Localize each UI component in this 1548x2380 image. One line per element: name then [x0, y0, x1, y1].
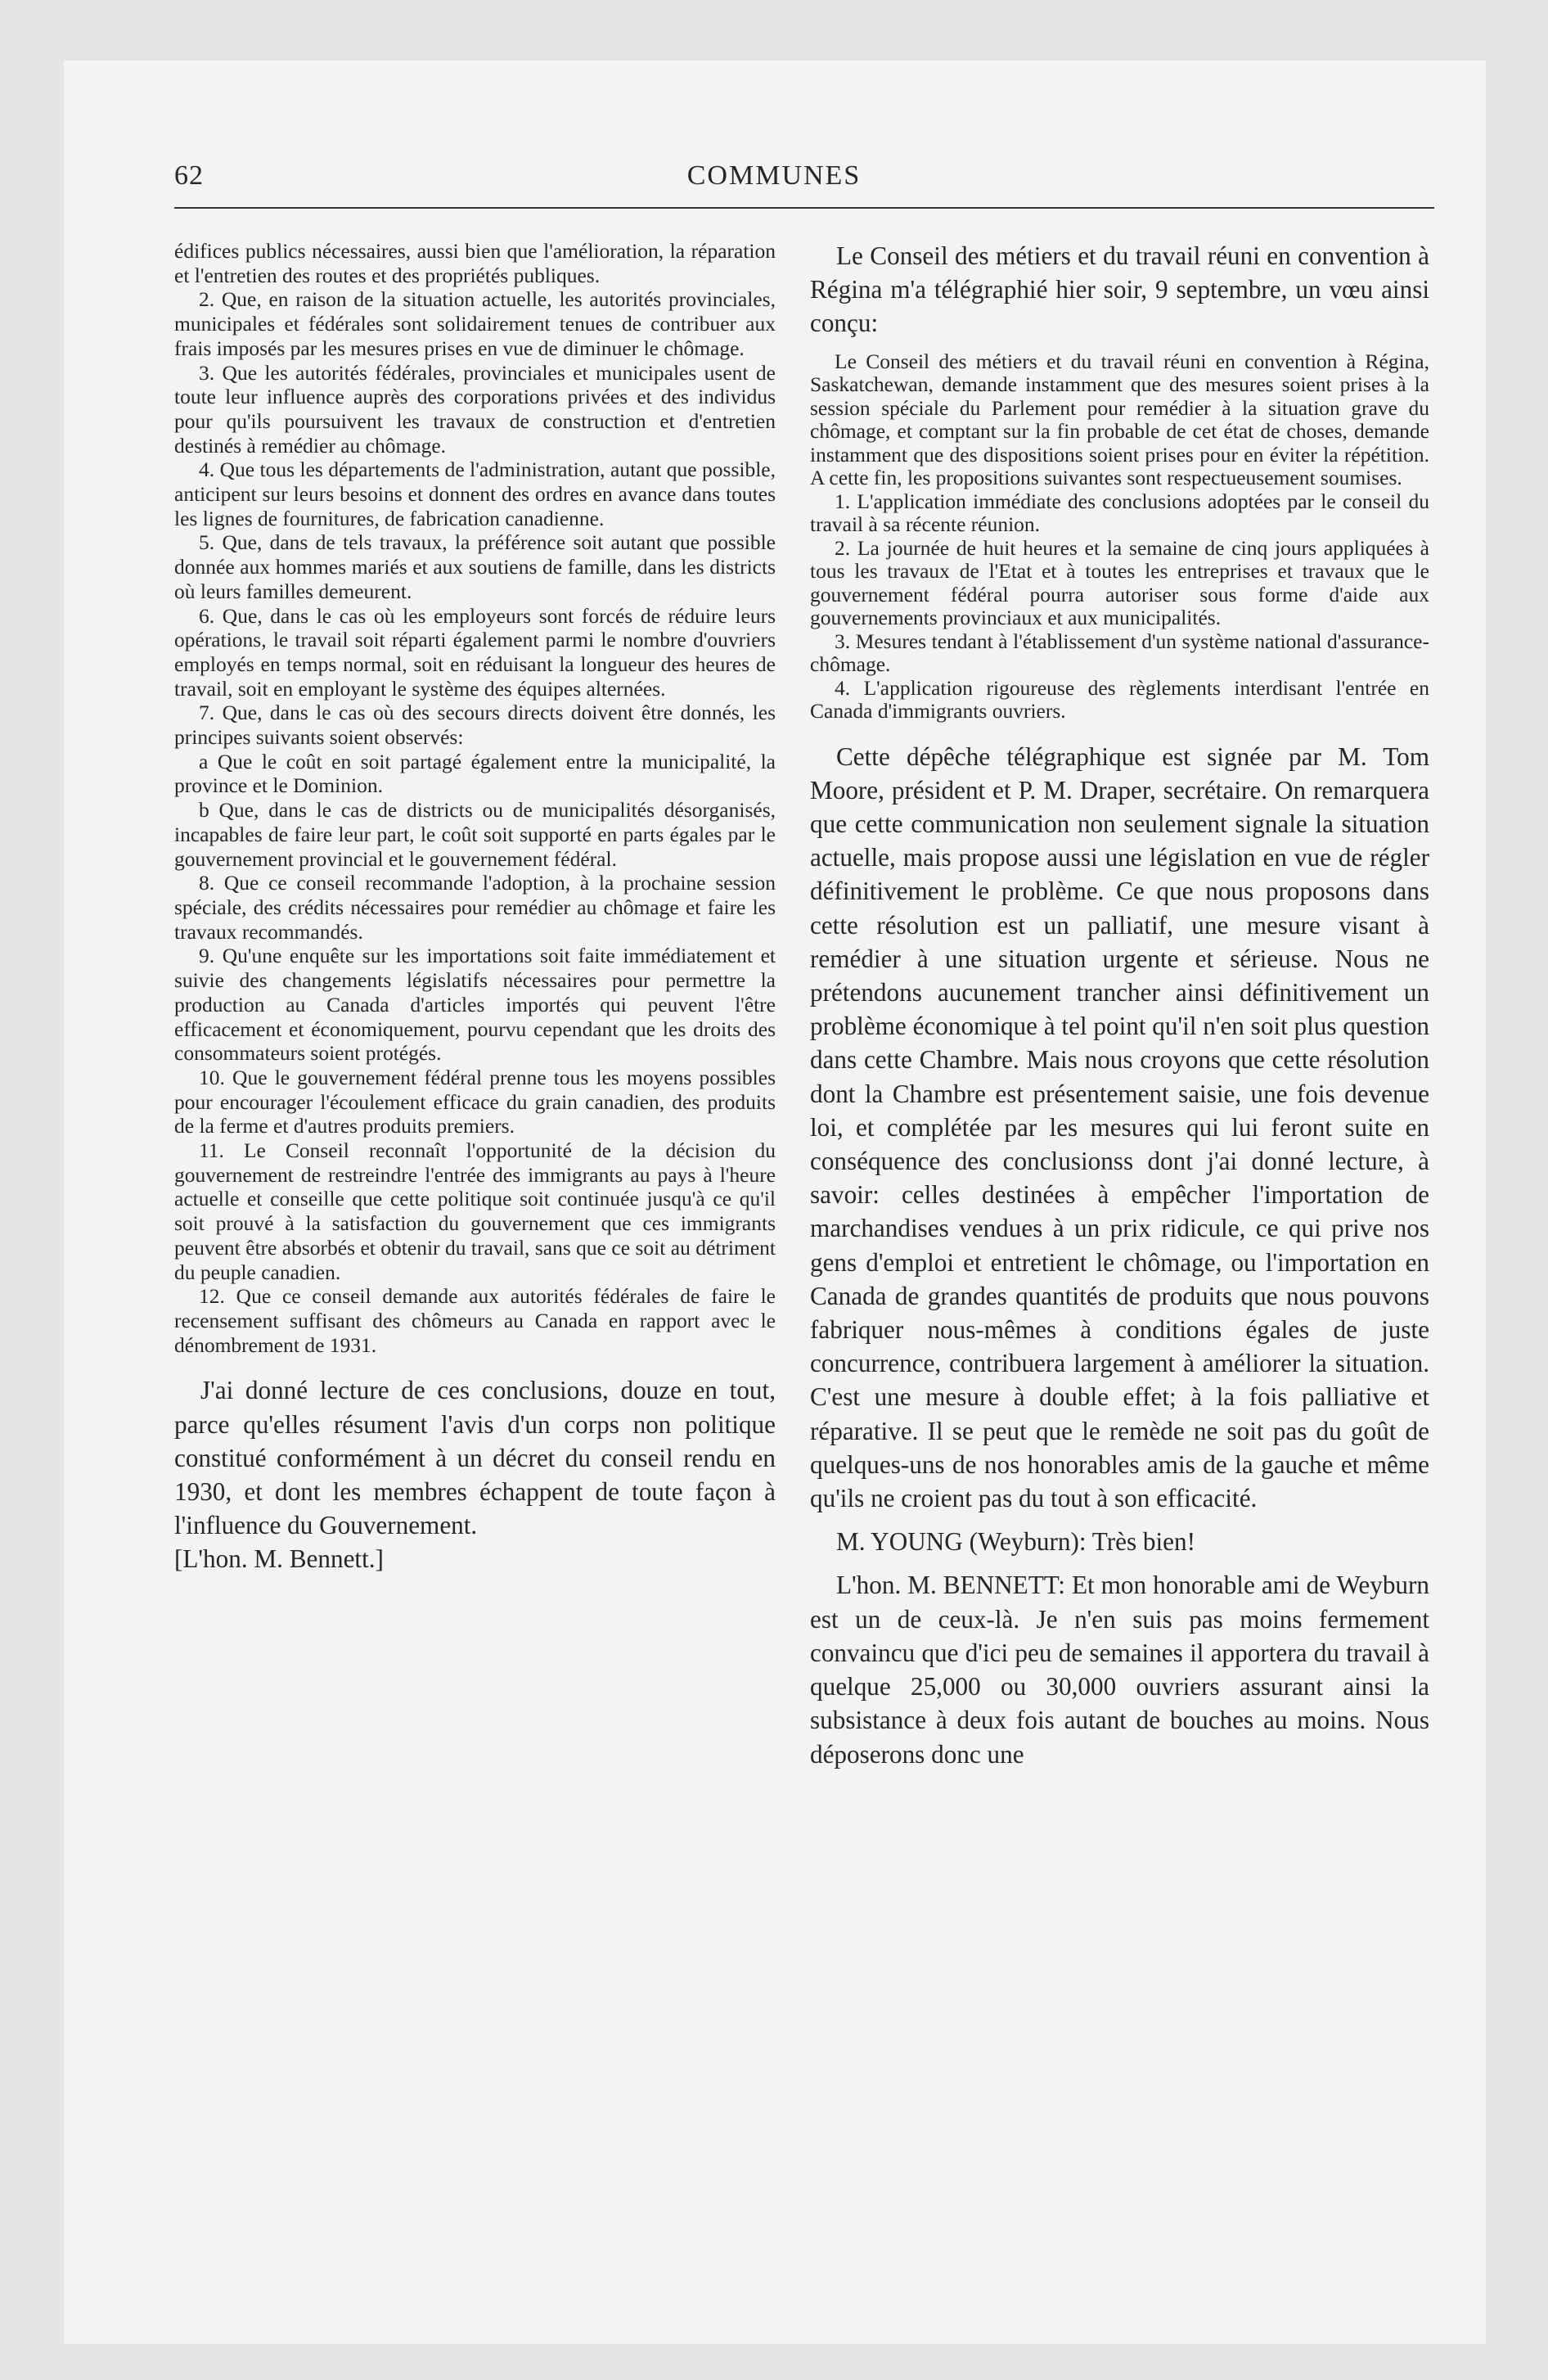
resolution-item: 11. Le Conseil reconnaît l'opportunité de la décision du gouvernement de restreindre l'entrée des immigrants au pays à l'heure actuelle et conseille que cette politique soit continuée jusqu'à ce qu'il soit prouvé à la satisfaction du gouvernement que ces immigrants peuvent être absorbés et obtenir du travail, sans que ce soit au détriment du peuple canadien.: [174, 1138, 776, 1284]
telegram-item: 1. L'application immédiate des conclusions adoptées par le conseil du travail à sa récente réunion.: [810, 489, 1429, 537]
commentary-block: [810, 740, 1429, 1771]
telegram-item: 2. La journée de huit heures et la semaine de cinq jours appliquées à tous les travaux de l'Etat et à toutes les entreprises et travaux que le gouvernement fédéral pourra autoriser sous forme d'aide aux gouvernements provinciaux et aux municipalités.: [810, 535, 1429, 630]
intro-paragraph: Le Conseil des métiers et du travail réuni en convention à Régina m'a télégraphié hier soir, 9 septembre, un vœu ainsi conçu:: [810, 241, 1429, 338]
reply-paragraph: L'hon. M. BENNETT: Et mon honorable ami de Weyburn est un de ceux-là. Je n'en suis pas moins fermement convaincu que d'ici peu de semaines il apportera du travail à quelque 25,000 ou 30,000 ouvriers assurant ainsi la subsistance à deux fois autant de bouches au moins. Nous déposerons donc une: [810, 1571, 1429, 1769]
commentary-paragraph: Cette dépêche télégraphique est signée par M. Tom Moore, président et P. M. Draper, secrétaire. On remarquera que cette communication non seulement signale la situation actuelle, mais propose aussi une législation en vue de régler définitivement le problème. Ce que nous proposons dans cette résolution est un palliatif, une mesure visant à remédier à une situation urgente et sérieuse. Nous ne prétendons aucunement trancher ainsi définitivement un problème économique à tel point qu'il n'en soit plus question dans cette Chambre. Mais nous croyons que cette résolution dont la Chambre est présentement saisie, une fois devenue loi, et complétée par les mesures qui lui feront suite en conséquence des conclusionss dont j'ai donné lecture, à savoir: celles destinées à empêcher l'importation de marchandises vendues à un prix ridicule, ce qui prive nos gens d'emploi et entretient le chômage, ou l'importation en Canada de grandes quantités de produits que nous pouvons fabriquer nous-mêmes à conditions égales de juste concurrence, contribuera largement à améliorer la situation. C'est une mesure à double effet; à la fois palliative et réparative. Il se peut que le remède ne soit pas du goût de quelques-uns de nos honorables amis de la gauche et même qu'ils ne croient pas du tout à son efficacité.: [810, 741, 1430, 1513]
resolution-item: 12. Que ce conseil demande aux autorités fédérales de faire le recensement suffisant des chômeurs au Canada en rapport avec le dénombrement de 1931.: [174, 1284, 776, 1357]
resolution-item: 3. Que les autorités fédérales, provinciales et municipales usent de toute leur influence auprès des corporations privées et des individus pour qu'ils poursuivent les travaux de construction et d'entretien destinés à remédier au chômage.: [174, 360, 776, 458]
telegram-paragraph: Le Conseil des métiers et du travail réuni en convention à Régina, Saskatchewan, demande instamment que des mesures soient prises à la session spéciale du Parlement pour remédier à la situation grave du chômage, et comptant sur la fin probable de cet état de choses, demande instamment que des dispositions soient prises pour en éviter la répétition. A cette fin, les propositions suivantes sont respectueusement soumises.: [810, 349, 1429, 490]
running-title: COMMUNES: [686, 160, 862, 191]
resolution-item: 8. Que ce conseil recommande l'adoption, à la prochaine session spéciale, des crédits nécessaires pour remédier au chômage et faire les travaux recommandés.: [174, 871, 776, 944]
resolution-continuation: édifices publics nécessaires, aussi bien que l'amélioration, la réparation et l'entretien des routes et des propriétés publiques.: [174, 239, 776, 287]
resolution-item: 6. Que, dans le cas où les employeurs sont forcés de réduire leurs opérations, le travail soit réparti également parmi le nombre d'ouvriers employés en temps normal, soit en réduisant la longueur des heures de travail, soit en employant le système des équipes alternées.: [174, 603, 776, 701]
left-column: [174, 239, 776, 1576]
telegram-block: [810, 350, 1429, 723]
resolution-subitem: b Que, dans le cas de districts ou de municipalités désorganisés, incapables de faire leur part, le coût soit supporté en parts égales par le gouvernement provincial et le gouvernement fédéral.: [174, 798, 776, 871]
resolution-subitem: a Que le coût en soit partagé également entre la municipalité, la province et le Dominion.: [174, 749, 776, 798]
telegram-item: 4. L'application rigoureuse des règlements interdisant l'entrée en Canada d'immigrants ouvriers.: [810, 675, 1429, 723]
speech-block: [174, 1373, 776, 1575]
resolution-list: [174, 239, 776, 1357]
header-rule: [174, 207, 1434, 209]
interjection: M. YOUNG (Weyburn): Très bien!: [836, 1527, 1195, 1557]
resolution-item: 2. Que, en raison de la situation actuelle, les autorités provinciales, municipales et fédérales sont solidairement tenues de contribuer aux frais imposés par les mesures prises en vue de diminuer le chômage.: [174, 287, 776, 360]
intro-block: [810, 239, 1429, 340]
page-number: 62: [174, 160, 204, 191]
resolution-item: 5. Que, dans de tels travaux, la préférence soit autant que possible donnée aux hommes mariés et aux soutiens de famille, dans les districts où leurs familles demeurent.: [174, 530, 776, 603]
speech-paragraph: J'ai donné lecture de ces conclusions, douze en tout, parce qu'elles résument l'avis d'un corps non politique constitué conformément à un décret du conseil rendu en 1930, et dont les membres échappent de toute façon à l'influence du Gouvernement.: [174, 1376, 776, 1540]
resolution-item: 7. Que, dans le cas où des secours directs doivent être donnés, les principes suivants soient observés:: [174, 701, 776, 750]
resolution-item: 9. Qu'une enquête sur les importations soit faite immédiatement et suivie des changements législatifs nécessaires pour permettre la production au Canada d'articles importés qui peuvent l'être efficacement et économiquement, pourvu cependant que les droits des consommateurs soient protégés.: [174, 944, 776, 1066]
telegram-item: 3. Mesures tendant à l'établissement d'un système national d'assurance-chômage.: [810, 629, 1429, 677]
resolution-item: 10. Que le gouvernement fédéral prenne tous les moyens possibles pour encourager l'écoulement efficace du grain canadien, des produits de la ferme et d'autres produits premiers.: [174, 1065, 776, 1138]
speaker-attribution: [L'hon. M. Bennett.]: [174, 1544, 384, 1574]
right-column: [810, 239, 1429, 1771]
resolution-item: 4. Que tous les départements de l'administration, autant que possible, anticipent sur leurs besoins et donnent des ordres en avance dans toutes les lignes de fournitures, de fabrication canadienne.: [174, 458, 776, 530]
